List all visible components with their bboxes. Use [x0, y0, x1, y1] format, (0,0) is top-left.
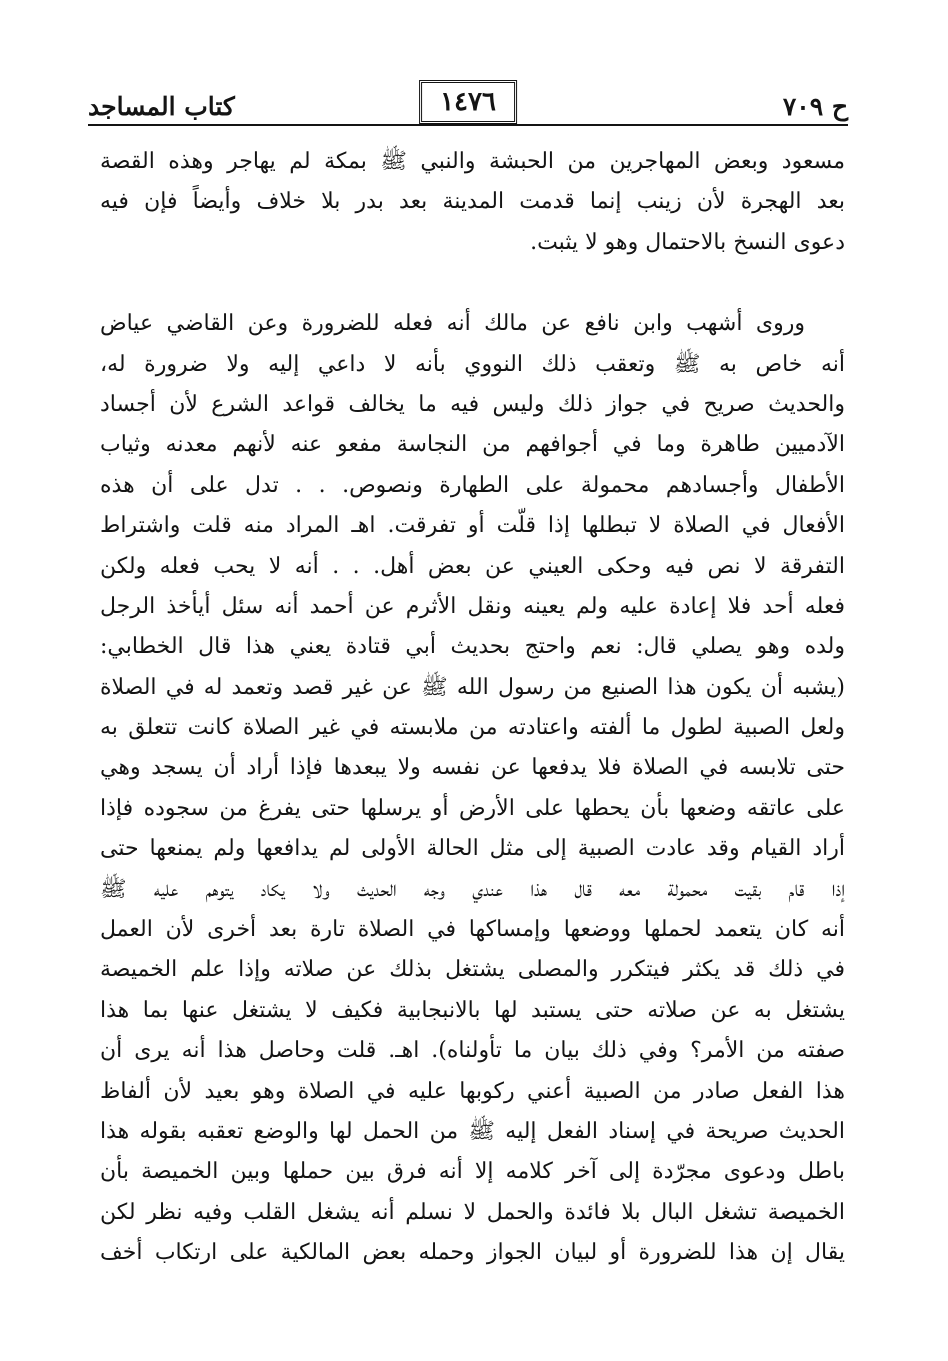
paragraph-gap [100, 263, 845, 304]
text-line: يقال إن هذا للضرورة أو لبيان الجواز وحمله بعض المالكية على ارتكاب أخف [100, 1240, 845, 1266]
text-line: بعد الهجرة لأن زينب إنما قدمت المدينة بعد بدر بلا خلاف وأيضاً فإن فيه [100, 189, 845, 215]
main-text [100, 142, 845, 1274]
text-line: مسعود وبعض المهاجرين من الحبشة والنبي ﷺ بمكة لم يهاجر وهذه القصة [100, 149, 845, 174]
text-line: الخميصة تشغل البال بلا فائدة والحمل لا نسلم أنه يشغل القلب وفيه نظر لكن [100, 1199, 845, 1225]
text-line: ولعل الصبية لطول ما ألفته واعتادته من ملابسته في غير الصلاة كانت تتعلق به [100, 715, 845, 741]
text-line: أراد القيام وقد عادت الصبية إلى مثل الحالة الأولى لم يدافعها ولم يمنعها حتى [100, 836, 845, 862]
text-line: الأطفال وأجسادهم محمولة على الطهارة ونصوص. . . تدل على أن هذه [100, 472, 845, 498]
text-line: أنه كان يتعمد لحملها ووضعها وإمساكها في الصلاة تارة بعد أخرى لأن العمل [100, 917, 845, 943]
text-line: في ذلك قد يكثر فيتكرر والمصلى يشتغل بذلك عن صلاته وإذا علم الخميصة [100, 957, 845, 983]
page-number: ١٤٧٦ [419, 80, 517, 124]
text-line: إذا قام بقيت محمولة معه قال هذا عندي وجه الحديث ولا يكاد يتوهم عليه ﷺ [100, 876, 845, 902]
text-line: هذا الفعل صادر من الصبية أعني ركوبها عليه في الصلاة وهو بعيد لأن ألفاظ [100, 1078, 845, 1104]
text-line: الأفعال في الصلاة لا تبطلها إذا قلّت أو تفرقت. اهـ المراد منه قلت واشتراط [100, 513, 845, 539]
header-divider [88, 124, 848, 126]
chapter-title: كتاب المساجد [88, 92, 235, 121]
hadith-number: ح ٧٠٩ [782, 92, 848, 121]
text-line: ولده وهو يصلي قال: نعم واحتج بحديث أبي قتادة يعني هذا قال الخطابي: [100, 634, 845, 660]
text-line: والحديث صريح في جواز ذلك وليس فيه ما يخالف قواعد الشرع لأن أجساد [100, 391, 845, 417]
text-line: التفرقة لا نص فيه وحكى العيني عن بعض أهل. . . أنه لا يحب فعله ولكن [100, 553, 845, 579]
paragraph-2 [100, 304, 845, 1273]
text-line: فعله أحد فلا إعادة عليه ولم يعينه ونقل الأثرم عن أحمد أنه سئل أيأخذ الرجل [100, 593, 845, 619]
text-line: يشتغل به عن صلاته حتى يستبد لها بالانبجابية فكيف لا يشتغل عنها بما هذا [100, 997, 845, 1023]
text-line: صفته من الأمر؟ وفي ذلك بيان ما تأولناه). اهـ. قلت وحاصل هذا أنه يرى أن [100, 1038, 845, 1064]
text-line: باطل ودعوى مجرّدة إلى آخر كلامه إلا أنه فرق بين حملها وبين الخميصة بأن [100, 1159, 845, 1185]
text-line: الآدميين طاهرة وما في أجوافهم من النجاسة مفعو عنه لأنهم معدنه وثياب [100, 432, 845, 458]
text-line: على عاتقه وضعها بأن يحطها على الأرض أو يرسلها حتى يفرغ من سجوده فإذا [100, 795, 845, 821]
paragraph-1 [100, 142, 845, 263]
text-line: حتى تلابسه في الصلاة فلا يدفعها عن نفسه ولا يبعدها فإذا أراد أن يسجد وهي [100, 755, 845, 781]
text-line: وروى أشهب وابن نافع عن مالك أنه فعله للضرورة وعن القاضي عياض [100, 311, 805, 337]
text-line: (يشبه أن يكون هذا الصنيع من رسول الله ﷺ عن غير قصد وتعمد له في الصلاة [100, 674, 845, 700]
text-line: أنه خاص به ﷺ وتعقب ذلك النووي بأنه لا داعي إليه ولا ضرورة له، [100, 351, 845, 377]
text-line: دعوى النسخ بالاحتمال وهو لا يثبت. [530, 229, 845, 255]
page-header [88, 78, 848, 128]
text-line: الحديث صريحة في إسناد الفعل إليه ﷺ من الحمل لها والوضع تعقبه بقوله هذا [100, 1118, 845, 1144]
